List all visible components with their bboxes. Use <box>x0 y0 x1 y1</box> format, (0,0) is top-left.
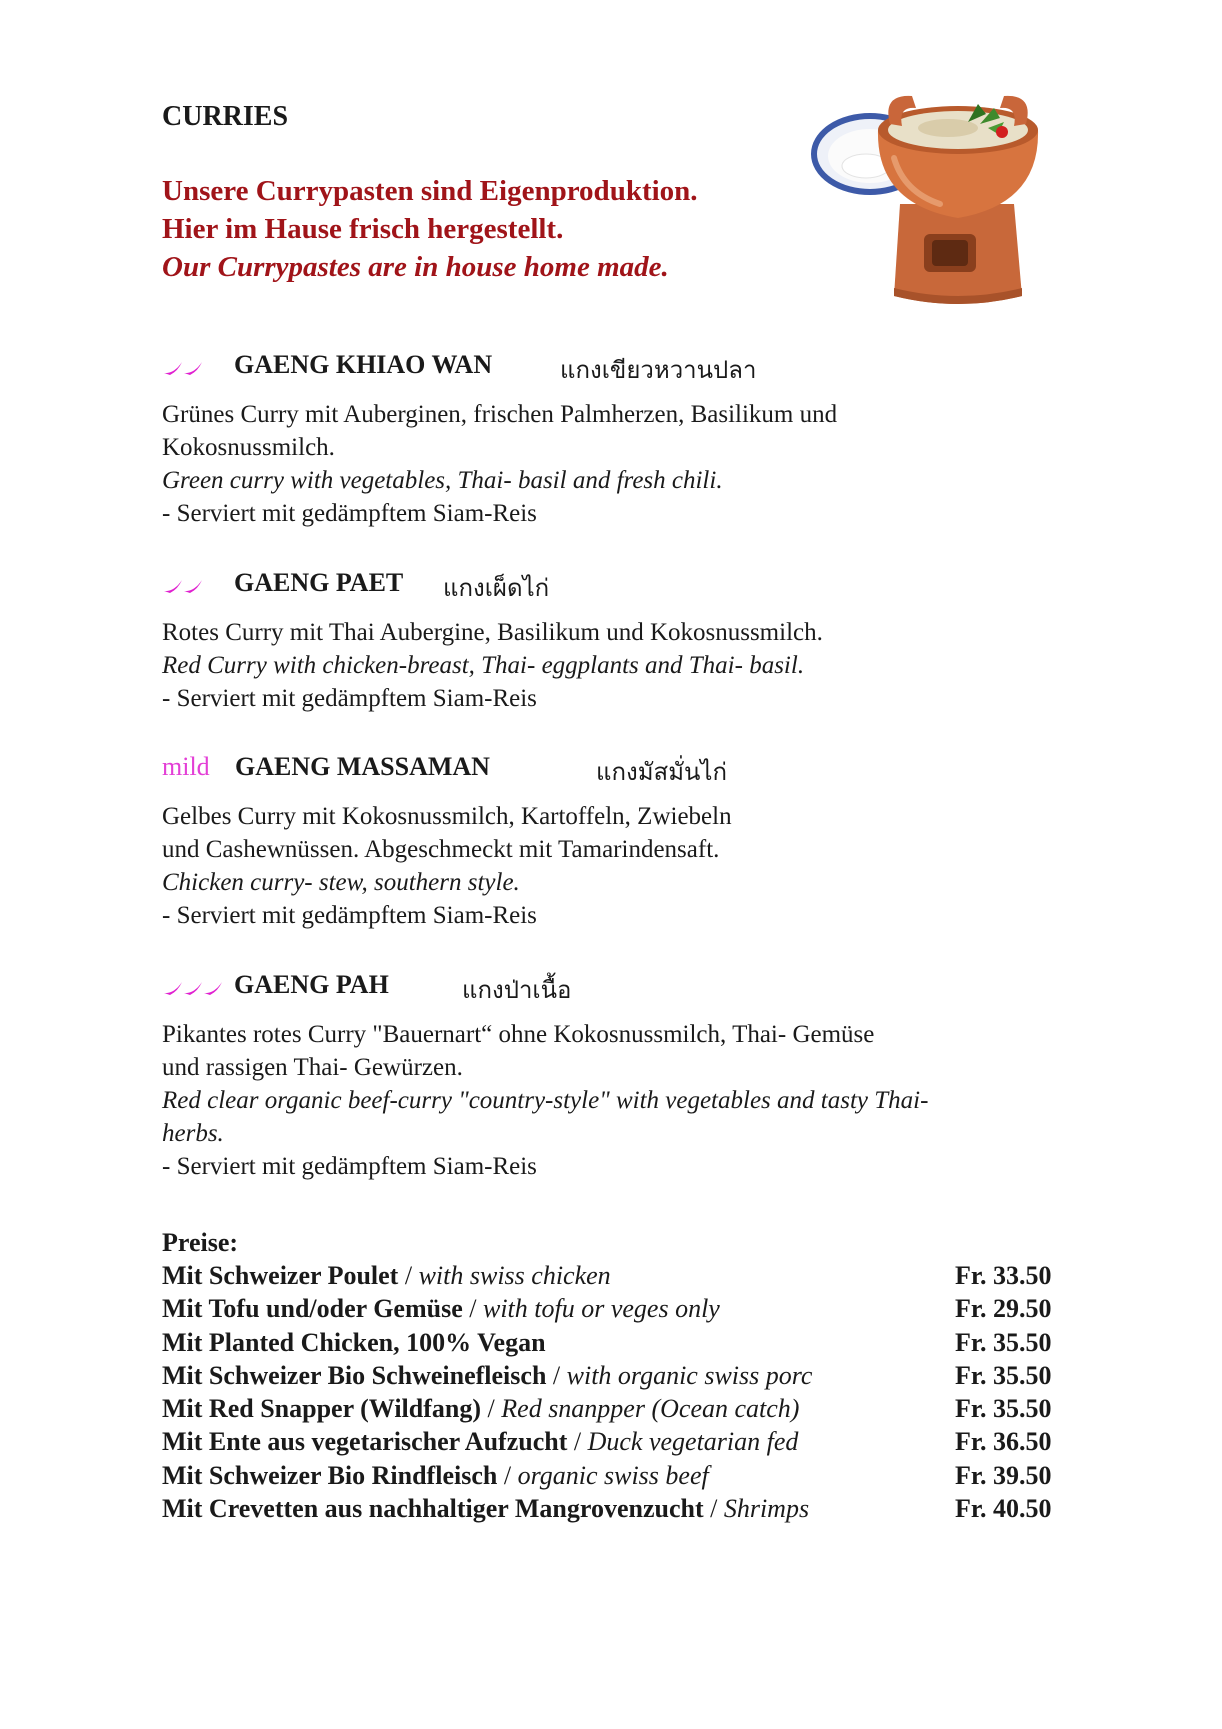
dish-name: GAENG KHIAO WAN <box>234 350 493 379</box>
dish-thai-name: แกงป่าเนื้อ <box>462 976 572 1004</box>
dish-desc-de: und Cashewnüssen. Abgeschmeckt mit Tamarindensaft. <box>162 836 720 863</box>
option-en: Shrimps <box>723 1494 810 1524</box>
price-row <box>162 1492 1062 1525</box>
dish-served: - Serviert mit gedämpftem Siam-Reis <box>162 500 537 527</box>
option-price: Fr. 33.50 <box>955 1261 1052 1290</box>
option-en: Duck vegetarian fed <box>587 1427 799 1457</box>
intro-text <box>162 172 698 286</box>
option-en: with tofu or veges only <box>482 1294 720 1324</box>
dish-thai-name: แกงเขียวหวานปลา <box>560 356 757 384</box>
dish-gaeng-pah <box>162 966 1062 1183</box>
price-row <box>162 1459 1062 1492</box>
option-separator: / <box>546 1360 567 1390</box>
option-de: Mit Crevetten aus nachhaltiger Mangrovenzucht <box>162 1494 704 1524</box>
price-list <box>162 1226 1062 1525</box>
option-de: Mit Red Snapper (Wildfang) <box>162 1394 482 1424</box>
chili-icon <box>162 358 208 376</box>
dish-desc-de: Gelbes Curry mit Kokosnussmilch, Kartoffeln, Zwiebeln <box>162 803 732 830</box>
option-separator: / <box>497 1460 518 1490</box>
option-price: Fr. 35.50 <box>955 1327 1052 1357</box>
curry-pot-photo <box>808 84 1044 314</box>
dish-gaeng-khiao-wan <box>162 346 1062 530</box>
price-row <box>162 1392 1062 1425</box>
prices-label: Preise: <box>162 1228 239 1257</box>
option-de: Mit Tofu und/oder Gemüse <box>162 1294 463 1324</box>
option-separator: / <box>567 1427 588 1457</box>
dish-gaeng-paet <box>162 564 1062 715</box>
option-de: Mit Schweizer Bio Schweinefleisch <box>162 1360 547 1390</box>
option-price: Fr. 35.50 <box>955 1360 1052 1390</box>
dish-thai-name: แกงมัสมั่นไก่ <box>596 758 728 786</box>
dish-gaeng-massaman <box>162 748 1062 932</box>
dish-desc-de: Grünes Curry mit Auberginen, frischen Palmherzen, Basilikum und <box>162 401 838 428</box>
dish-served: - Serviert mit gedämpftem Siam-Reis <box>162 685 537 712</box>
dish-desc-de: Kokosnussmilch. <box>162 434 335 461</box>
option-de: Mit Schweizer Bio Rindfleisch <box>162 1460 498 1490</box>
option-en: organic swiss beef <box>517 1460 709 1490</box>
option-price: Fr. 39.50 <box>955 1460 1052 1490</box>
dish-desc-en: Red clear organic beef-curry "country-style" with vegetables and tasty Thai- <box>162 1087 929 1114</box>
option-de: Mit Schweizer Poulet <box>162 1261 399 1290</box>
dish-desc-de: und rassigen Thai- Gewürzen. <box>162 1054 463 1081</box>
option-separator: / <box>398 1261 419 1290</box>
price-row <box>162 1259 1062 1292</box>
option-en: with organic swiss porc <box>566 1360 813 1390</box>
option-price: Fr. 36.50 <box>955 1427 1052 1457</box>
price-row <box>162 1425 1062 1458</box>
option-en: with swiss chicken <box>418 1261 611 1290</box>
chili-icon <box>162 576 208 594</box>
dish-desc-en: Chicken curry- stew, southern style. <box>162 869 520 896</box>
intro-line-3: Our Currypastes are in house home made. <box>162 251 669 283</box>
dish-thai-name: แกงเผ็ดไก่ <box>443 574 550 602</box>
option-separator: / <box>703 1494 724 1524</box>
intro-line-2: Hier im Hause frisch hergestellt. <box>162 213 564 245</box>
intro-line-1: Unsere Currypasten sind Eigenproduktion. <box>162 175 698 207</box>
dish-name: GAENG MASSAMAN <box>235 752 490 781</box>
option-price: Fr. 29.50 <box>955 1294 1052 1324</box>
dish-desc-de: Rotes Curry mit Thai Aubergine, Basilikum und Kokosnussmilch. <box>162 619 823 646</box>
dish-name: GAENG PAH <box>234 970 389 999</box>
option-separator: / <box>462 1294 483 1324</box>
chili-icon <box>162 978 228 996</box>
option-separator: / <box>481 1394 502 1424</box>
page-title: CURRIES <box>162 101 289 132</box>
dish-desc-en: herbs. <box>162 1120 224 1147</box>
dish-desc-de: Pikantes rotes Curry "Bauernart“ ohne Kokosnussmilch, Thai- Gemüse <box>162 1021 875 1048</box>
dish-name: GAENG PAET <box>234 568 404 597</box>
mild-label: mild <box>162 752 210 781</box>
dish-desc-en: Green curry with vegetables, Thai- basil and fresh chili. <box>162 467 723 494</box>
option-en: Red snanpper (Ocean catch) <box>501 1394 800 1424</box>
price-row <box>162 1359 1062 1392</box>
option-de: Mit Ente aus vegetarischer Aufzucht <box>162 1427 568 1457</box>
dish-served: - Serviert mit gedämpftem Siam-Reis <box>162 902 537 929</box>
dish-desc-en: Red Curry with chicken-breast, Thai- eggplants and Thai- basil. <box>162 652 805 679</box>
price-row <box>162 1326 1062 1359</box>
dish-served: - Serviert mit gedämpftem Siam-Reis <box>162 1153 537 1180</box>
option-price: Fr. 40.50 <box>955 1494 1052 1524</box>
price-row <box>162 1292 1062 1325</box>
option-price: Fr. 35.50 <box>955 1394 1052 1424</box>
option-de: Mit Planted Chicken, 100% Vegan <box>162 1327 546 1357</box>
